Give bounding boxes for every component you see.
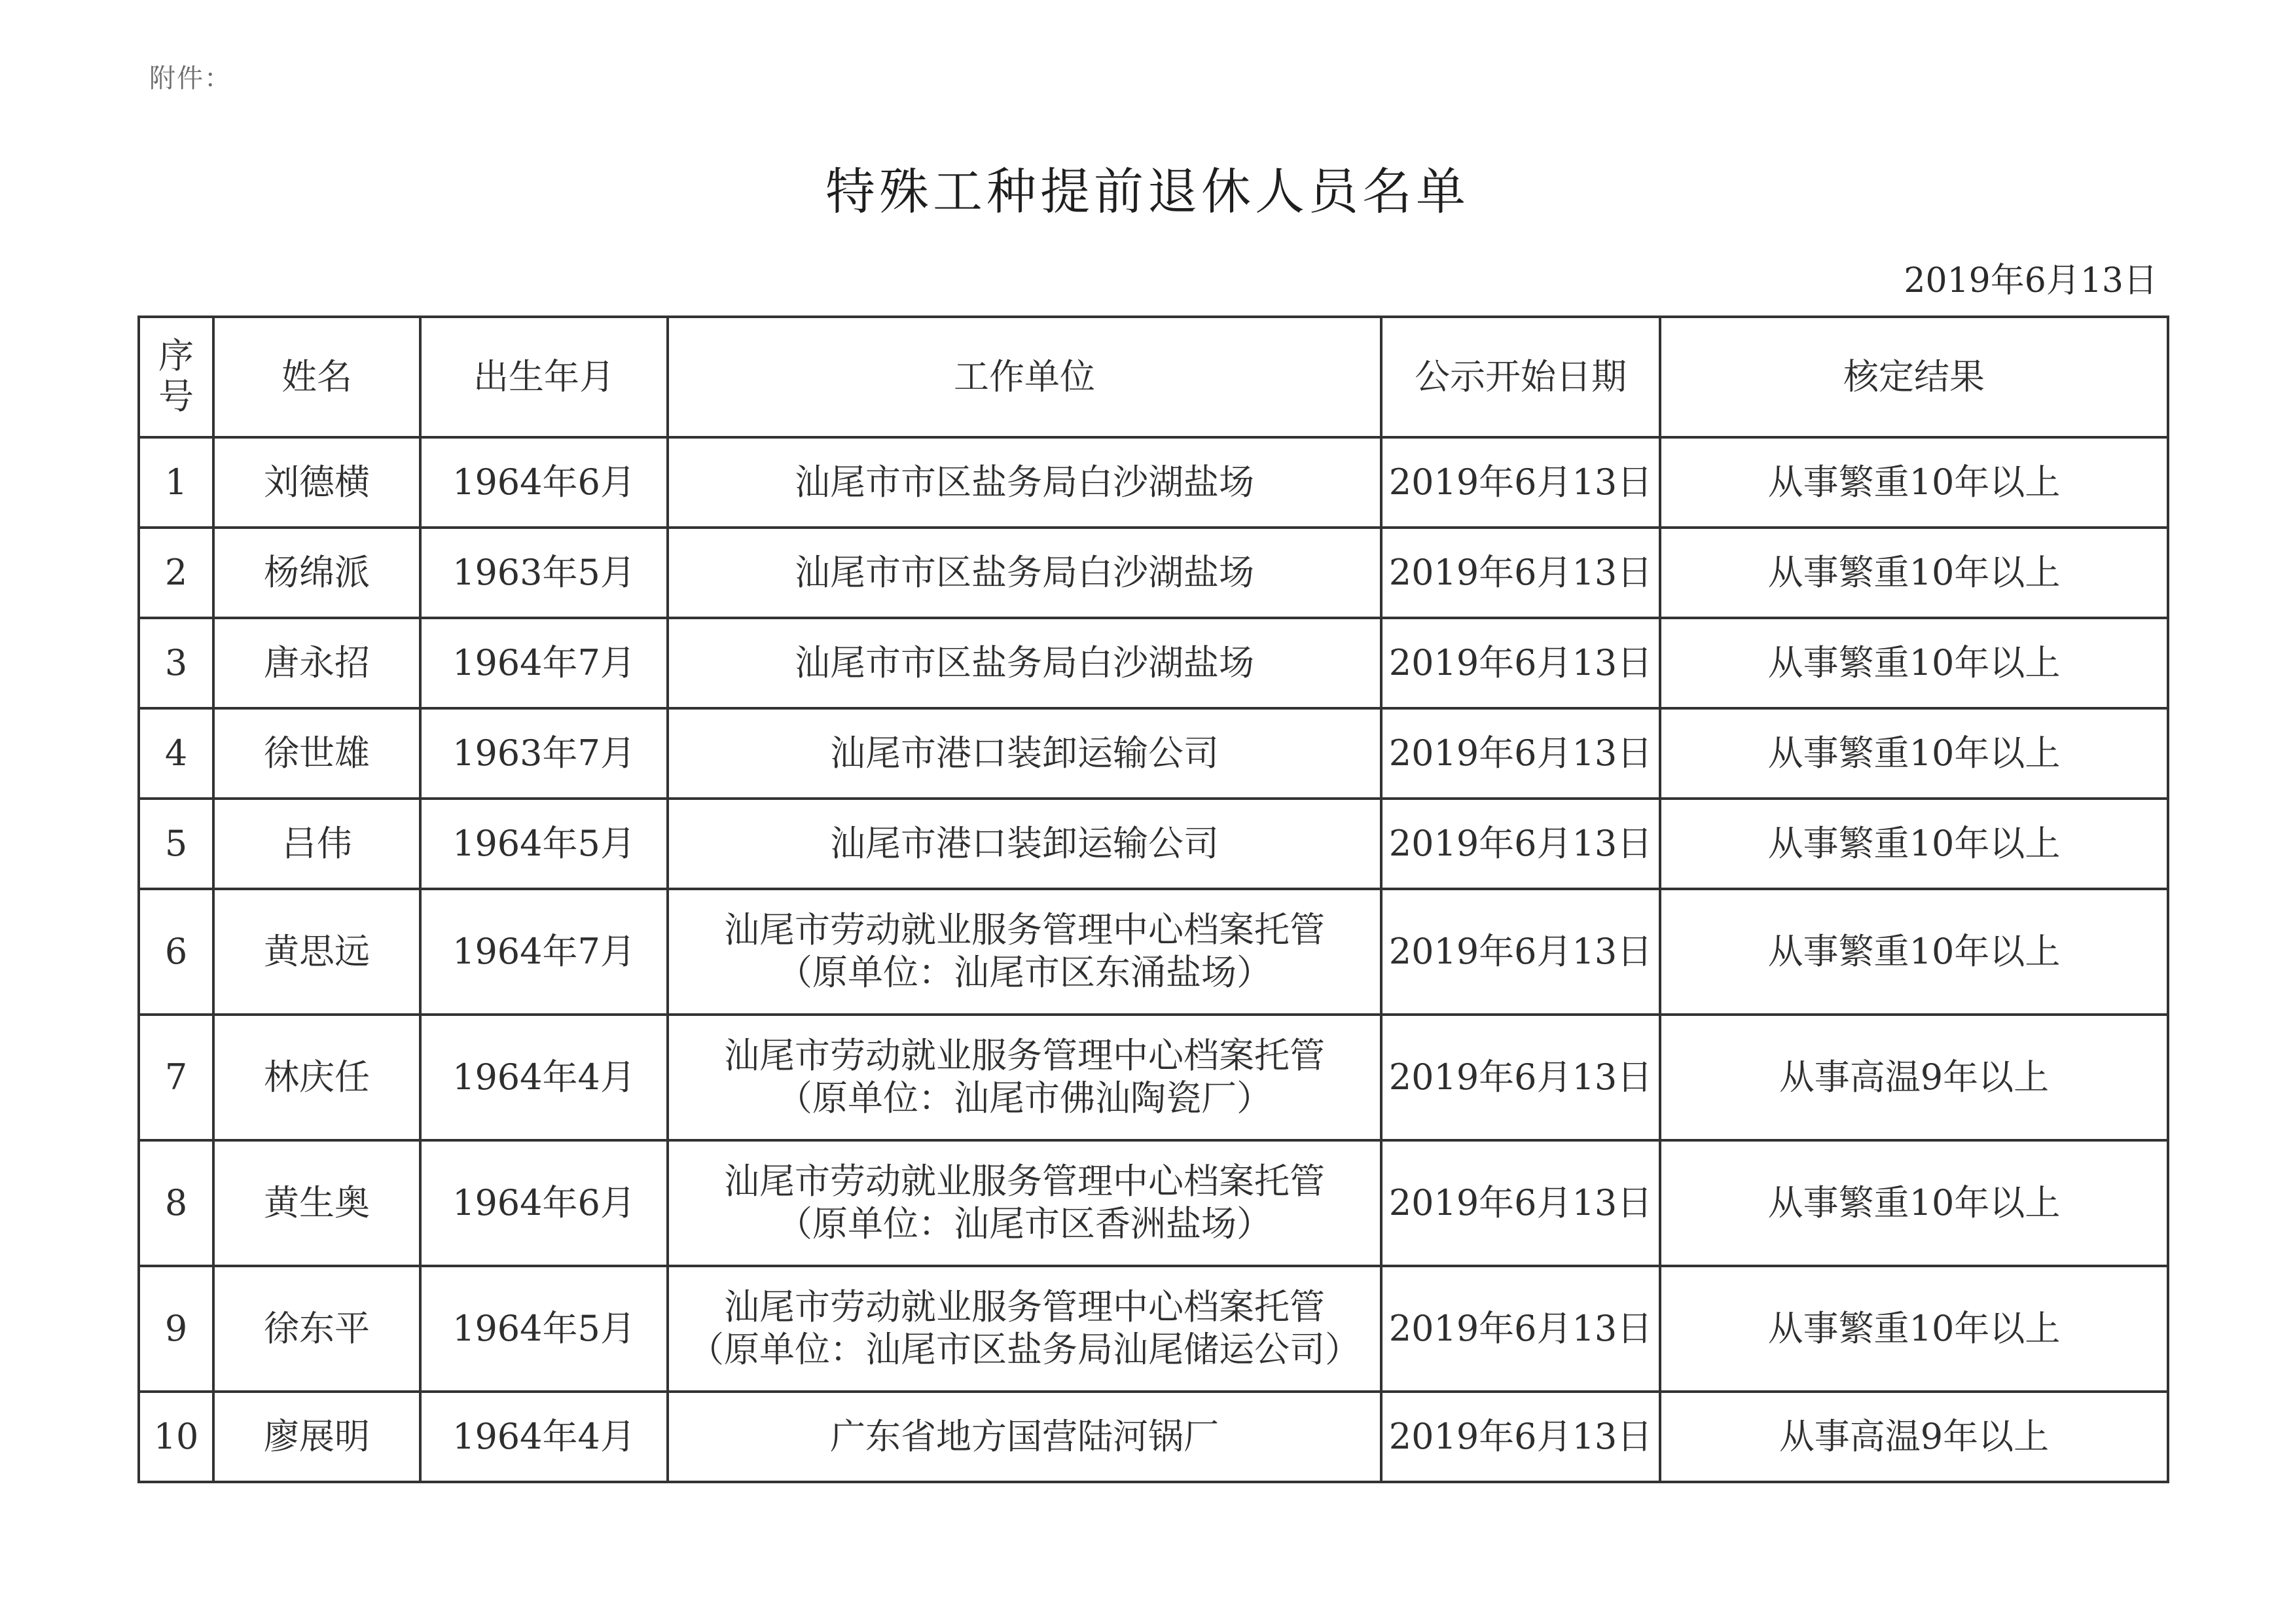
cell-seq: 5: [139, 799, 213, 889]
unit-line-2: （原单位：汕尾市区东涌盐场）: [777, 952, 1272, 993]
cell-unit: [668, 889, 1381, 1015]
cell-name: 杨绵派: [213, 528, 420, 618]
cell-publicity-date: 2019年6月13日: [1381, 1015, 1660, 1140]
cell-name: 黄思远: [213, 889, 420, 1015]
cell-birth: 1964年7月: [420, 618, 668, 708]
cell-seq: 8: [139, 1140, 213, 1266]
table-row: [139, 889, 2168, 1015]
cell-result: 从事繁重10年以上: [1660, 437, 2168, 528]
cell-birth: 1964年6月: [420, 437, 668, 528]
cell-seq: 4: [139, 708, 213, 799]
unit-line-1: 汕尾市市区盐务局白沙湖盐场: [795, 461, 1254, 503]
table-body: [139, 437, 2168, 1482]
table-row: [139, 1140, 2168, 1266]
cell-result: 从事繁重10年以上: [1660, 1140, 2168, 1266]
cell-seq: 7: [139, 1015, 213, 1140]
document-date: 2019年6月13日: [1904, 261, 2158, 300]
cell-publicity-date: 2019年6月13日: [1381, 708, 1660, 799]
table-row: [139, 437, 2168, 528]
cell-result: 从事繁重10年以上: [1660, 708, 2168, 799]
header-seq: 序号: [139, 317, 213, 437]
cell-publicity-date: 2019年6月13日: [1381, 1392, 1660, 1482]
cell-seq: 2: [139, 528, 213, 618]
unit-line-1: 汕尾市市区盐务局白沙湖盐场: [795, 551, 1254, 593]
cell-name: 唐永招: [213, 618, 420, 708]
cell-seq: 10: [139, 1392, 213, 1482]
cell-publicity-date: 2019年6月13日: [1381, 437, 1660, 528]
unit-line-1: 汕尾市劳动就业服务管理中心档案托管: [724, 1286, 1325, 1328]
cell-result: 从事繁重10年以上: [1660, 799, 2168, 889]
table-row: [139, 1266, 2168, 1392]
cell-seq: 9: [139, 1266, 213, 1392]
cell-birth: 1964年7月: [420, 889, 668, 1015]
cell-publicity-date: 2019年6月13日: [1381, 528, 1660, 618]
cell-publicity-date: 2019年6月13日: [1381, 889, 1660, 1015]
retiree-table: [137, 316, 2169, 1483]
unit-line-1: 汕尾市劳动就业服务管理中心档案托管: [724, 1035, 1325, 1077]
unit-line-1: 汕尾市市区盐务局白沙湖盐场: [795, 641, 1254, 683]
table-row: [139, 799, 2168, 889]
unit-line-2: （原单位：汕尾市区香洲盐场）: [777, 1203, 1272, 1244]
header-unit: 工作单位: [668, 317, 1381, 437]
cell-unit: [668, 708, 1381, 799]
cell-result: 从事繁重10年以上: [1660, 889, 2168, 1015]
cell-result: 从事繁重10年以上: [1660, 618, 2168, 708]
table-row: [139, 1015, 2168, 1140]
cell-name: 廖展明: [213, 1392, 420, 1482]
table-row: [139, 618, 2168, 708]
cell-name: 刘德横: [213, 437, 420, 528]
cell-unit: [668, 437, 1381, 528]
header-name: 姓名: [213, 317, 420, 437]
cell-birth: 1964年5月: [420, 799, 668, 889]
cell-publicity-date: 2019年6月13日: [1381, 799, 1660, 889]
cell-birth: 1964年4月: [420, 1392, 668, 1482]
cell-unit: [668, 1392, 1381, 1482]
cell-publicity-date: 2019年6月13日: [1381, 618, 1660, 708]
header-birth: 出生年月: [420, 317, 668, 437]
cell-birth: 1963年7月: [420, 708, 668, 799]
cell-birth: 1964年6月: [420, 1140, 668, 1266]
cell-result: 从事高温9年以上: [1660, 1392, 2168, 1482]
cell-unit: [668, 618, 1381, 708]
cell-unit: [668, 1015, 1381, 1140]
cell-result: 从事繁重10年以上: [1660, 528, 2168, 618]
cell-birth: 1964年5月: [420, 1266, 668, 1392]
cell-publicity-date: 2019年6月13日: [1381, 1266, 1660, 1392]
unit-line-1: 汕尾市港口装卸运输公司: [830, 732, 1219, 774]
cell-birth: 1964年4月: [420, 1015, 668, 1140]
cell-result: 从事繁重10年以上: [1660, 1266, 2168, 1392]
table-row: [139, 708, 2168, 799]
table-row: [139, 528, 2168, 618]
unit-line-2: （原单位：汕尾市佛汕陶瓷厂）: [777, 1077, 1272, 1119]
cell-birth: 1963年5月: [420, 528, 668, 618]
unit-line-1: 汕尾市劳动就业服务管理中心档案托管: [724, 1161, 1325, 1202]
cell-seq: 1: [139, 437, 213, 528]
cell-seq: 3: [139, 618, 213, 708]
unit-line-1: 汕尾市劳动就业服务管理中心档案托管: [724, 909, 1325, 951]
cell-name: 徐东平: [213, 1266, 420, 1392]
header-result: 核定结果: [1660, 317, 2168, 437]
unit-line-1: 广东省地方国营陆河锅厂: [830, 1415, 1219, 1457]
cell-unit: [668, 1140, 1381, 1266]
cell-name: 黄生奥: [213, 1140, 420, 1266]
cell-unit: [668, 528, 1381, 618]
cell-publicity-date: 2019年6月13日: [1381, 1140, 1660, 1266]
unit-line-2: （原单位：汕尾市区盐务局汕尾储运公司）: [689, 1329, 1360, 1370]
header-row: [139, 317, 2168, 437]
cell-seq: 6: [139, 889, 213, 1015]
page-title: 特殊工种提前退休人员名单: [825, 162, 1470, 221]
table-row: [139, 1392, 2168, 1482]
header-publicity-date: 公示开始日期: [1381, 317, 1660, 437]
cell-name: 吕伟: [213, 799, 420, 889]
cell-name: 徐世雄: [213, 708, 420, 799]
cell-name: 林庆任: [213, 1015, 420, 1140]
cell-unit: [668, 799, 1381, 889]
table-header: [139, 317, 2168, 437]
unit-line-1: 汕尾市港口装卸运输公司: [830, 822, 1219, 864]
unit-text-clip: [673, 1286, 1376, 1371]
attachment-label: 附件：: [149, 63, 232, 94]
cell-result: 从事高温9年以上: [1660, 1015, 2168, 1140]
cell-unit: [668, 1266, 1381, 1392]
